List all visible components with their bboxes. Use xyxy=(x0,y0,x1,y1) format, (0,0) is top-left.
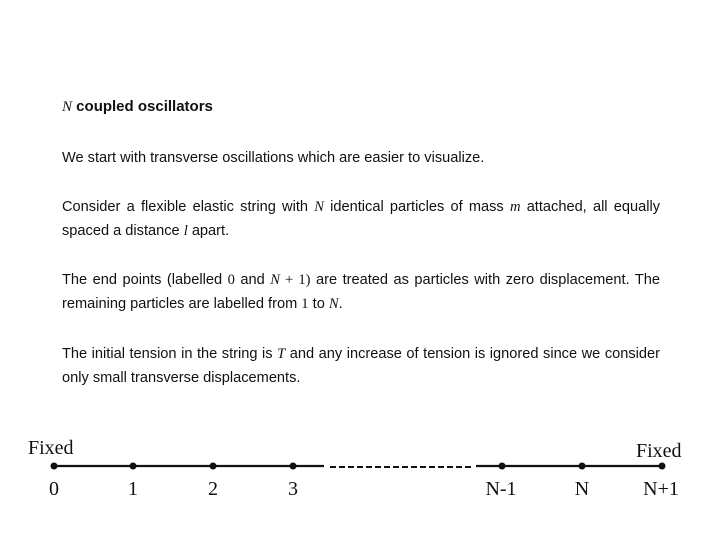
fixed-right-label: Fixed xyxy=(636,440,682,462)
p3-math-0: 0 xyxy=(227,272,235,288)
p2-text-d: apart. xyxy=(187,223,230,239)
heading-variable: N xyxy=(62,99,73,115)
p3-text-d: to xyxy=(308,296,329,312)
p4-text-a: The initial tension in the string is xyxy=(62,346,278,362)
p2-text-c: attached, all equally spaced a distance xyxy=(62,199,661,239)
p2-text-b: identical particles of mass xyxy=(323,199,510,215)
particle-2 xyxy=(210,463,217,470)
heading-text: coupled oscillators xyxy=(72,98,213,115)
p3-math-1: 1 xyxy=(301,296,309,312)
label-0: 0 xyxy=(49,478,59,500)
p3-text-e: . xyxy=(338,296,343,312)
particle-n-plus-1 xyxy=(659,463,666,470)
p2-var-m: m xyxy=(509,199,521,215)
p2-var-l: l xyxy=(183,223,188,239)
paragraph-intro xyxy=(62,146,660,170)
paragraph-endpoints xyxy=(62,268,660,316)
particle-n xyxy=(579,463,586,470)
p4-var-T: T xyxy=(277,346,286,362)
p2-text-a: Consider a flexible elastic string with xyxy=(62,199,315,215)
p3-math-plus1: + 1) xyxy=(279,272,311,288)
label-n: N xyxy=(574,478,590,500)
p3-text-b: and xyxy=(234,272,271,288)
p3-math-N2: N xyxy=(328,296,339,312)
p2-var-N: N xyxy=(314,199,324,215)
p3-text-a: The end points (labelled xyxy=(62,272,228,288)
label-3: 3 xyxy=(288,478,298,500)
paragraph-tension xyxy=(62,342,660,390)
p3-math-N: N xyxy=(270,272,280,288)
paragraph-string xyxy=(62,195,660,243)
particle-n-1 xyxy=(499,463,506,470)
p1-text: We start with transverse oscillations which are easier to visualize. xyxy=(62,150,485,166)
p4-text-b: and any increase of tension is ignored since we consider only small transverse displacements. xyxy=(62,346,660,386)
particle-3 xyxy=(290,463,297,470)
string-svg xyxy=(0,430,720,510)
label-2: 2 xyxy=(208,478,218,500)
label-n-plus-1: N+1 xyxy=(643,478,679,500)
p3-text-c: are treated as particles with zero displacement. The remaining particles are labelled from xyxy=(62,272,660,312)
label-1: 1 xyxy=(128,478,138,500)
oscillator-diagram xyxy=(0,430,720,510)
particle-1 xyxy=(130,463,137,470)
label-n-1: N-1 xyxy=(485,478,517,500)
particle-0 xyxy=(51,463,58,470)
fixed-left-label: Fixed xyxy=(28,437,74,459)
page-title xyxy=(62,98,213,116)
